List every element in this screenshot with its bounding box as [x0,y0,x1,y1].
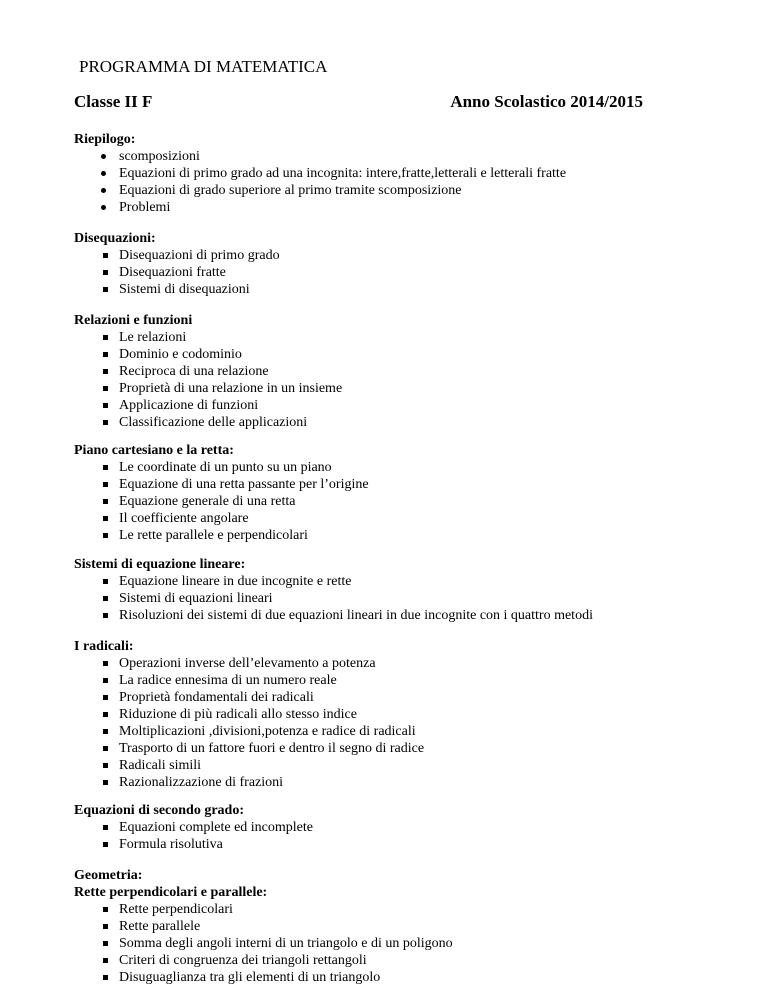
item-list [74,459,369,544]
document-title: PROGRAMMA DI MATEMATICA [79,57,328,76]
item-list [74,655,424,791]
list-item: Proprietà di una relazione in un insieme [74,380,342,397]
list-item: Equazione lineare in due incognite e rette [74,573,593,590]
list-item: Razionalizzazione di frazioni [74,774,424,791]
section-title: Geometria: [74,868,143,883]
section-title: Piano cartesiano e la retta: [74,443,234,458]
list-item: Classificazione delle applicazioni [74,414,342,431]
list-item: scomposizioni [74,148,566,165]
section-title: Equazioni di secondo grado: [74,803,244,818]
list-item: Sistemi di equazioni lineari [74,590,593,607]
list-item: Operazioni inverse dell’elevamento a potenza [74,655,424,672]
list-item: Applicazione di funzioni [74,397,342,414]
item-list [74,819,313,853]
list-item: Disequazioni fratte [74,264,280,281]
list-item: Somma degli angoli interni di un triangolo e di un poligono [74,935,453,952]
section-piano-cartesiano [74,442,369,544]
list-item: Trasporto di un fattore fuori e dentro il segno di radice [74,740,424,757]
section-relazioni-funzioni [74,312,342,431]
section-riepilogo [74,131,566,216]
list-item: Le rette parallele e perpendicolari [74,527,369,544]
list-item: Equazioni complete ed incomplete [74,819,313,836]
section-radicali [74,638,424,791]
item-list [74,901,453,986]
item-list [74,247,280,298]
list-item: Equazione generale di una retta [74,493,369,510]
list-item: Il coefficiente angolare [74,510,369,527]
list-item: Le coordinate di un punto su un piano [74,459,369,476]
section-equazioni-secondo-grado [74,802,313,853]
section-title: Sistemi di equazione lineare: [74,557,246,572]
list-item: Radicali simili [74,757,424,774]
header-row [74,92,643,114]
list-item: Problemi [74,199,566,216]
section-title: Riepilogo: [74,132,136,147]
list-item: Formula risolutiva [74,836,313,853]
list-item: Disequazioni di primo grado [74,247,280,264]
list-item: Criteri di congruenza dei triangoli rettangoli [74,952,453,969]
class-label: Classe II F [74,92,153,111]
list-item: Le relazioni [74,329,342,346]
list-item: Rette perpendicolari [74,901,453,918]
list-item: Equazioni di grado superiore al primo tramite scomposizione [74,182,566,199]
section-geometria [74,867,453,986]
section-title: I radicali: [74,639,134,654]
school-year-label: Anno Scolastico 2014/2015 [450,92,643,111]
section-subtitle: Rette perpendicolari e parallele: [74,885,268,900]
item-list [74,573,593,624]
list-item: Equazione di una retta passante per l’origine [74,476,369,493]
section-disequazioni [74,230,280,298]
list-item: Disuguaglianza tra gli elementi di un triangolo [74,969,453,986]
list-item: Rette parallele [74,918,453,935]
list-item: Moltiplicazioni ,divisioni,potenza e radice di radicali [74,723,424,740]
section-title: Disequazioni: [74,231,156,246]
list-item: Risoluzioni dei sistemi di due equazioni lineari in due incognite con i quattro metodi [74,607,593,624]
item-list [74,329,342,431]
list-item: Dominio e codominio [74,346,342,363]
section-sistemi-lineari [74,556,593,624]
list-item: La radice ennesima di un numero reale [74,672,424,689]
item-list [74,148,566,216]
list-item: Reciproca di una relazione [74,363,342,380]
list-item: Proprietà fondamentali dei radicali [74,689,424,706]
section-title: Relazioni e funzioni [74,313,193,328]
list-item: Riduzione di più radicali allo stesso indice [74,706,424,723]
list-item: Sistemi di disequazioni [74,281,280,298]
list-item: Equazioni di primo grado ad una incognita: intere,fratte,letterali e letterali fratte [74,165,566,182]
